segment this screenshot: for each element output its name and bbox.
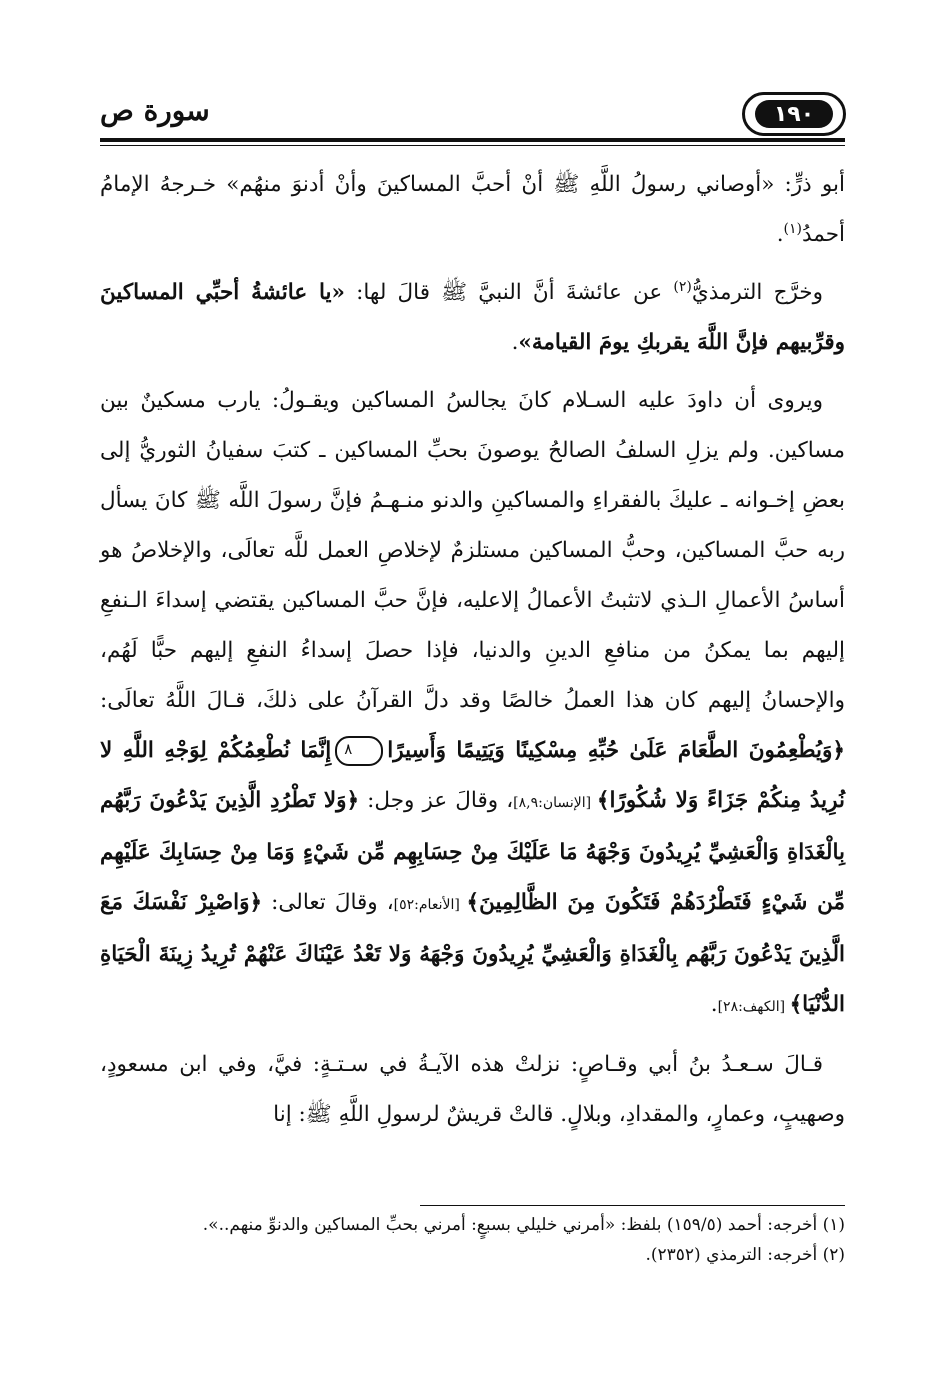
text-span: . (710, 992, 718, 1017)
quran-reference: [الكهف:٢٨] (717, 999, 790, 1015)
text-span: ، وقالَ عز وجل: (359, 788, 514, 813)
footnote-separator (420, 1205, 845, 1206)
text-span: . (511, 330, 519, 355)
ayah-number: ٨ (335, 736, 383, 766)
text-span: عن عائشةَ أنَّ النبيَّ ﷺ قالَ لها: (344, 280, 674, 305)
footnote-marker: (١) (783, 220, 803, 237)
paragraph-p3 (100, 376, 845, 1032)
page-number-badge (742, 92, 846, 136)
text-span: . (776, 222, 784, 247)
paragraph-p1 (100, 160, 845, 260)
bold-quote: ﴿وَيُطْعِمُونَ الطَّعَامَ عَلَىٰ حُبِّهِ مِسْكِينًا وَيَتِيمًا وَأَسِيرًا (387, 738, 846, 763)
footnote-2: (٢) أخرجه: الترمذي (٢٣٥٢). (645, 1245, 845, 1265)
text-span: ويروى أن داودَ عليه السـلام كانَ يجالسُ المساكين ويقـولُ: يارب مسكينٌ بين مساكين. ولم يزلِ السلفُ الصالحُ يوصونَ بحبِّ المساكين ـ كتبَ سفيانُ الثوريُّ إلى بعضِ إخـوانه ـ عليكَ بالفقراءِ والمساكينِ والدنو منـهـمُ فإنَّ رسولَ اللَّه ﷺ كانَ يسأل ربه حبَّ المساكين، وحبُّ المساكين مستلزمٌ لإخلاصِ العمل للَّه تعالَى، والإخلاصُ هو أساسُ الأعمالِ الـذي لاتثبتُ الأعمالُ إلاعليه، فإنَّ حبَّ المساكين يقتضي إسداءَ الـنفعِ إليهم بما يمكنُ من منافعِ الدينِ والدنيا، فإذا حصلَ إسداءُ النفعِ إليهم حبًّا لَهُم، والإحسانُ إليهم كان هذا العملُ خالصًا وقد دلَّ القرآنُ على ذلكَ، قـالَ اللَّهُ تعالَى: (100, 388, 845, 713)
quran-reference: [الأنعام:٥٢] (393, 897, 467, 913)
text-span: أبو ذرٍّ: «أوصاني رسولُ اللَّهِ ﷺ أنْ أحبَّ المساكينَ وأنْ أدنوَ منهُم» خـرجهُ الإمامُ أحمدُ (100, 172, 845, 247)
paragraph-p2 (100, 268, 845, 368)
footnote-1: (١) أخرجه: أحمد (١٥٩/٥) بلفظ: «أمرني خليلي بسبعٍ: أمرني بحبِّ المساكين والدنوِّ منهم..». (202, 1215, 845, 1235)
header-rule-thin (100, 145, 845, 146)
text-span: وخرَّج الترمذيُّ (691, 280, 823, 305)
page-body (100, 160, 845, 1148)
bold-quote: ﴿وَلا تَطْرُدِ الَّذِينَ يَدْعُونَ رَبَّهُم بِالْغَدَاةِ وَالْعَشِيِّ يُرِيدُونَ وَجْهَهُ مَا عَلَيْكَ مِنْ حِسَابِهِم مِّن شَيْءٍ وَمَا مِنْ حِسَابِكَ عَلَيْهِم مِّن شَيْءٍ فَتَطْرُدَهُمْ فَتَكُونَ مِنَ الظَّالِمِينَ﴾ (100, 788, 845, 915)
text-span: ، وقالَ تعالى: (262, 890, 394, 915)
surah-title: سورة ص (100, 94, 210, 127)
footnotes (100, 1210, 845, 1270)
text-span: قـالَ سـعـدُ بنُ أبي وقـاصٍ: نزلتْ هذه الآيـةُ في سـتـةٍ: فيَّ، وفي ابن مسعودٍ، وصهيبٍ، وعمارٍ، والمقدادِ، وبلالٍ. قالتْ قريشٌ لرسولِ اللَّهِ ﷺ: إنا (100, 1052, 845, 1127)
bold-quote: إِنَّمَا نُطْعِمُكُمْ لِوَجْهِ اللَّهِ لا نُرِيدُ مِنكُمْ جَزَاءً وَلا شُكُورًا﴾ (100, 738, 846, 813)
bold-quote: ﴿وَاصْبِرْ نَفْسَكَ مَعَ الَّذِينَ يَدْعُونَ رَبَّهُم بِالْغَدَاةِ وَالْعَشِيِّ يُرِيدُونَ وَجْهَهُ وَلا تَعْدُ عَيْنَاكَ عَنْهُمْ تُرِيدُ زِينَةَ الْحَيَاةِ الدُّنْيَا﴾ (100, 890, 845, 1017)
page-number: ١٩٠ (755, 100, 833, 128)
bold-quote: «يا عائشةُ أحبِّي المساكينَ وقرِّبيهم فإنَّ اللَّهَ يقربكِ يومَ القيامة» (100, 280, 845, 355)
footnote-marker: (٢) (673, 278, 692, 295)
header-rule-thick (100, 138, 845, 142)
paragraph-p4 (100, 1040, 845, 1140)
page-header (0, 80, 947, 150)
quran-reference: [الإنسان:٨,٩] (513, 795, 597, 811)
